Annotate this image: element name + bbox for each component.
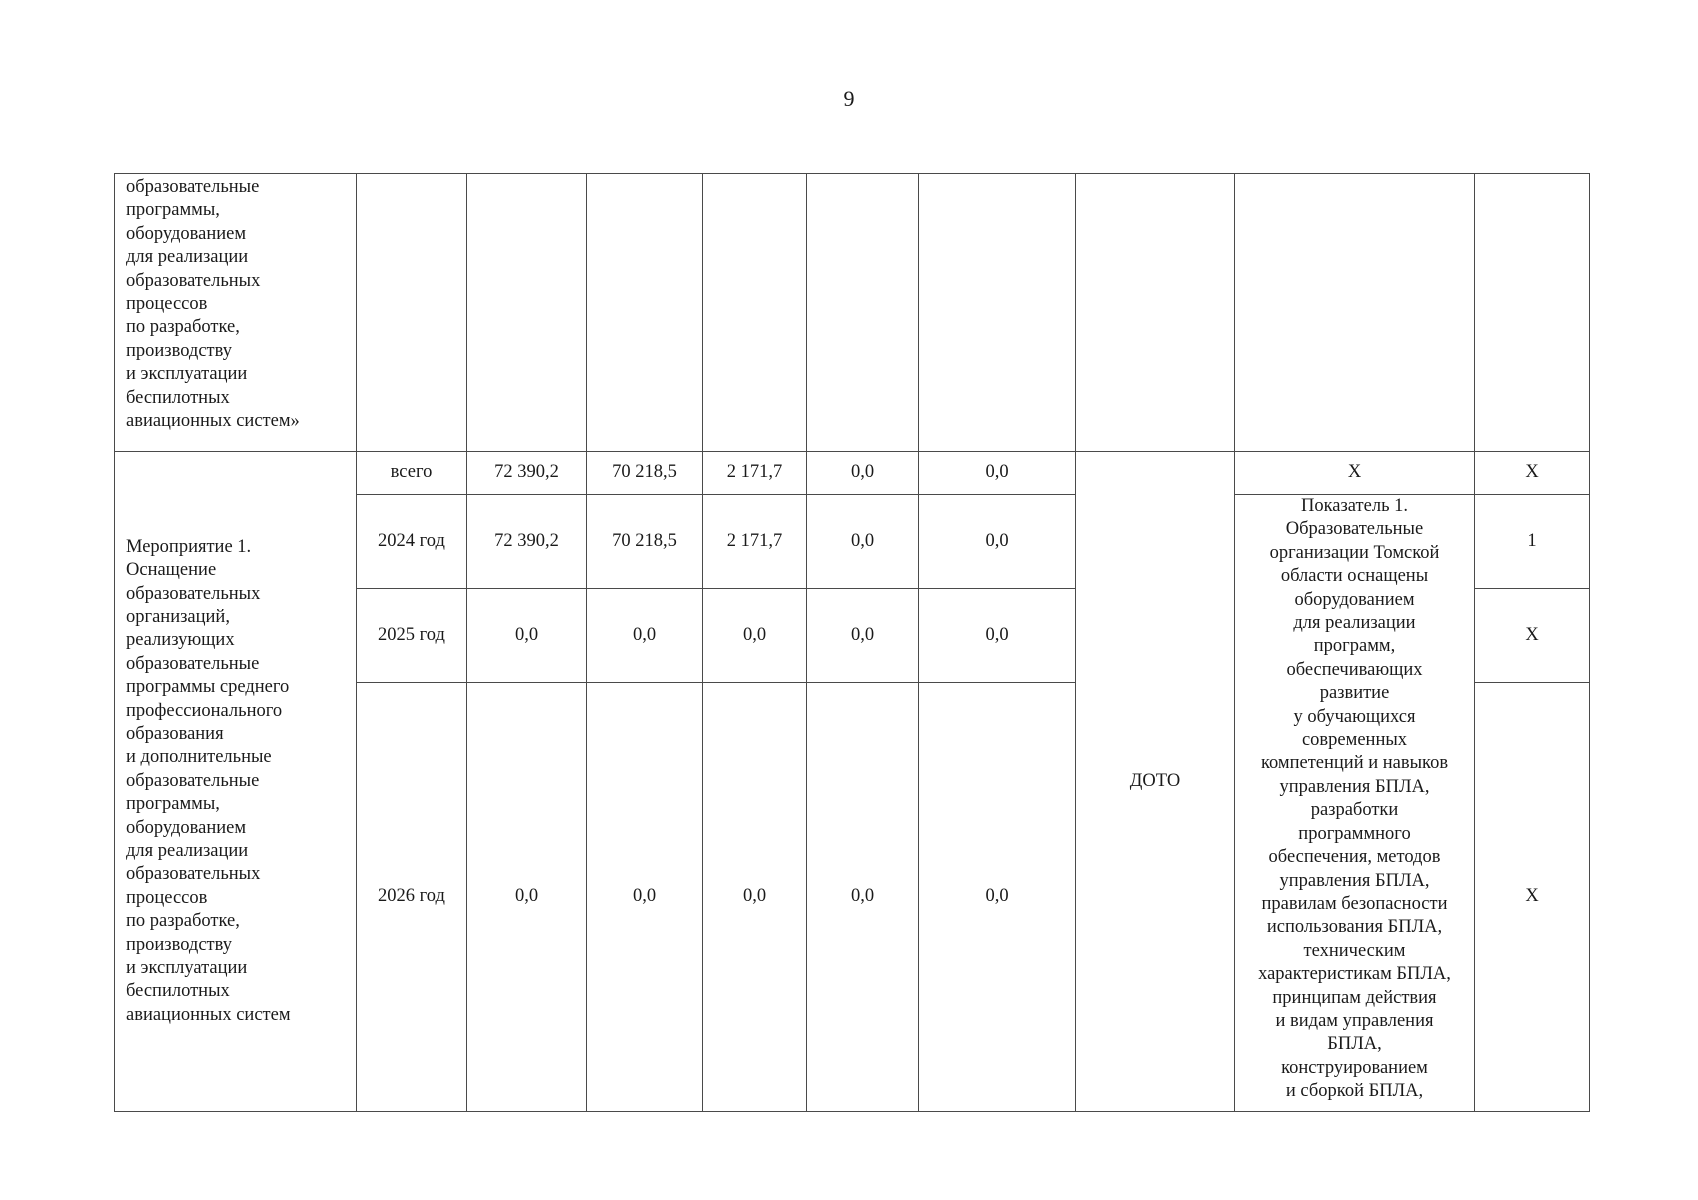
- empty-cell: [1076, 174, 1235, 452]
- amount-total-cell: 0,0: [467, 589, 587, 683]
- empty-cell: [587, 174, 703, 452]
- amount-regional-cell: 0,0: [703, 683, 807, 1112]
- empty-cell: [919, 174, 1076, 452]
- period-cell: 2025 год: [357, 589, 467, 683]
- empty-cell: [807, 174, 919, 452]
- amount-regional-cell: 2 171,7: [703, 495, 807, 589]
- amount-local-cell: 0,0: [807, 452, 919, 495]
- amount-other-cell: 0,0: [919, 683, 1076, 1112]
- indicator-value-cell: Х: [1475, 589, 1590, 683]
- amount-regional-cell: 0,0: [703, 589, 807, 683]
- amount-local-cell: 0,0: [807, 589, 919, 683]
- empty-cell: [703, 174, 807, 452]
- empty-cell: [1235, 174, 1475, 452]
- period-cell: всего: [357, 452, 467, 495]
- measure-description: Мероприятие 1. Оснащение образовательных организаций, реализующих образовательные программы среднего профессионального образования и дополнительные образовательные программы, оборудованием для реализации образовательных процессов по разработке, производству и эксплуатации беспилотных авиационных систем: [115, 452, 357, 1112]
- amount-total-cell: 0,0: [467, 683, 587, 1112]
- amount-other-cell: 0,0: [919, 495, 1076, 589]
- executor-cell: ДОТО: [1076, 452, 1235, 1112]
- amount-federal-cell: 0,0: [587, 683, 703, 1112]
- amount-other-cell: 0,0: [919, 589, 1076, 683]
- indicator-name-total-cell: Х: [1235, 452, 1475, 495]
- amount-local-cell: 0,0: [807, 495, 919, 589]
- table-row-total: [115, 452, 1590, 495]
- funding-table: [114, 173, 1590, 1112]
- indicator-description: Показатель 1. Образовательные организации Томской области оснащены оборудованием для реализации программ, обеспечивающих развитие у обучающихся современных компетенций и навыков управления БПЛА, разработки программного обеспечения, методов управления БПЛА, правилам безопасности использования БПЛА, техническим характеристикам БПЛА, принципам действия и видам управления БПЛА, конструированием и сборкой БПЛА,: [1235, 495, 1475, 1112]
- continued-row: [115, 174, 1590, 452]
- indicator-value-cell: Х: [1475, 683, 1590, 1112]
- amount-other-cell: 0,0: [919, 452, 1076, 495]
- amount-federal-cell: 70 218,5: [587, 452, 703, 495]
- amount-federal-cell: 70 218,5: [587, 495, 703, 589]
- indicator-value-cell: Х: [1475, 452, 1590, 495]
- continued-description: образовательные программы, оборудованием для реализации образовательных процессов по разработке, производству и эксплуатации беспилотных авиационных систем»: [115, 174, 357, 452]
- amount-total-cell: 72 390,2: [467, 452, 587, 495]
- page-number: 9: [843, 86, 855, 111]
- amount-total-cell: 72 390,2: [467, 495, 587, 589]
- period-cell: 2026 год: [357, 683, 467, 1112]
- empty-cell: [357, 174, 467, 452]
- empty-cell: [1475, 174, 1590, 452]
- empty-cell: [467, 174, 587, 452]
- indicator-value-cell: 1: [1475, 495, 1590, 589]
- amount-local-cell: 0,0: [807, 683, 919, 1112]
- amount-regional-cell: 2 171,7: [703, 452, 807, 495]
- period-cell: 2024 год: [357, 495, 467, 589]
- amount-federal-cell: 0,0: [587, 589, 703, 683]
